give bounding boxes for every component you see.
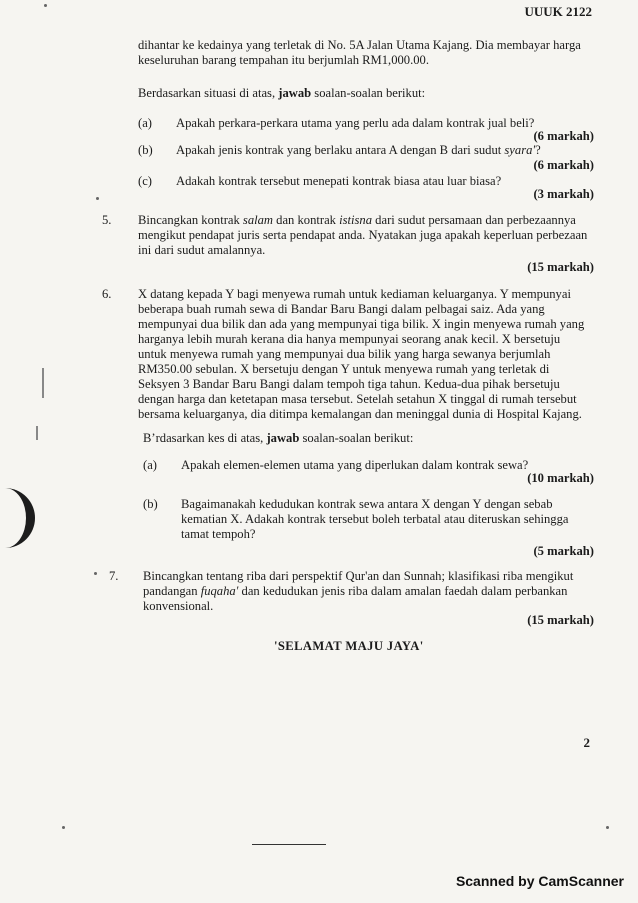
intro-paragraph [138,38,590,68]
part-b-text: Apakah jenis kontrak yang berlaku antara A dengan B dari sudut syara'? [176,143,541,157]
scan-speck [606,826,609,829]
scan-speck [94,572,97,575]
part-a-marks: (6 markah) [533,129,594,143]
intro-instruction: Berdasarkan situasi di atas, jawab soalan-soalan berikut: [138,86,426,100]
scan-speck [44,4,47,7]
intro-line-1: dihantar ke kedainya yang terletak di No. 5A Jalan Utama Kajang. Dia membayar harga [138,38,581,52]
question-5-number: 5. [102,213,112,227]
margin-mark [42,368,44,398]
scanner-watermark: Scanned by CamScanner [455,873,624,889]
bottom-rule [252,844,326,845]
part-c-marks: (3 markah) [533,187,594,201]
q6-part-b-marks: (5 markah) [533,544,594,558]
part-c-label: (c) [138,174,152,188]
question-5-marks: (15 markah) [527,260,594,274]
binding-hole-shadow [0,488,35,548]
part-a-label: (a) [138,116,152,130]
q6-part-a-text: Apakah elemen-elemen utama yang diperlukan dalam kontrak sewa? [181,458,529,472]
scan-speck [62,826,65,829]
question-6-number: 6. [102,287,112,301]
question-5-text: Bincangkan kontrak salam dan kontrak istisna dari sudut persamaan dan perbezaannya mengikut pendapat juris serta pendapat anda. Nyatakan juga apakah keperluan perbezaan ini dari sudut amalannya. [138,213,588,257]
closing-message: 'SELAMAT MAJU JAYA' [274,639,424,653]
margin-mark [36,426,38,440]
part-a-text: Apakah perkara-perkara utama yang perlu ada dalam kontrak jual beli? [176,116,535,130]
question-6-instruction: B’rdasarkan kes di atas, jawab soalan-soalan berikut: [143,431,414,445]
q6-part-b-text: Bagaimanakah kedudukan kontrak sewa antara X dengan Y dengan sebab kematian X. Adakah kontrak tersebut boleh terbatal atau diteruskan sehingga tamat tempoh? [181,497,569,541]
q6-part-a-marks: (10 markah) [527,471,594,485]
q6-part-a-label: (a) [143,458,157,472]
part-c-text: Adakah kontrak tersebut menepati kontrak biasa atau luar biasa? [176,174,502,188]
question-7-text: Bincangkan tentang riba dari perspektif Qur'an dan Sunnah; klasifikasi riba mengikut pandangan fuqaha' dan kedudukan jenis riba dalam amalan faedah dalam perbankan konvensional. [143,569,574,613]
scan-speck [96,197,99,200]
part-b-marks: (6 markah) [533,158,594,172]
page-number: 2 [583,735,590,750]
question-7-number: 7. [109,569,119,583]
course-code: UUUK 2122 [524,4,592,19]
q6-part-b-label: (b) [143,497,158,511]
question-6-case: X datang kepada Y bagi menyewa rumah untuk kediaman keluarganya. Y mempunyai beberapa buah rumah sewa di Bandar Baru Bangi dalam pelbagai saiz. Ada yang mempunyai dua bilik dan ada yang mempunyai tiga bilik. X ingin menyewa rumah yang harganya lebih murah kerana dia hanya mempunyai seorang anak kecil. X bersetuju untuk menyewa rumah yang mempunyai dua bilik yang harga sewanya berjumlah RM350.00 sebulan. X bersetuju dengan Y untuk menyewa rumah yang terletak di Seksyen 3 Bandar Baru Bangi dalam tempoh tiga tahun. Kedua-dua pihak bersetuju dengan harga dan ketetapan masa tersebut. Setelah setahun X tinggal di rumah tersebut bersama keluarganya, dia ditimpa kemalangan dan meninggal dunia di Hospital Kajang. [138,287,585,421]
intro-line-2: keseluruhan barang tempahan itu berjumlah RM1,000.00. [138,53,429,67]
part-b-label: (b) [138,143,153,157]
question-7-marks: (15 markah) [527,613,594,627]
